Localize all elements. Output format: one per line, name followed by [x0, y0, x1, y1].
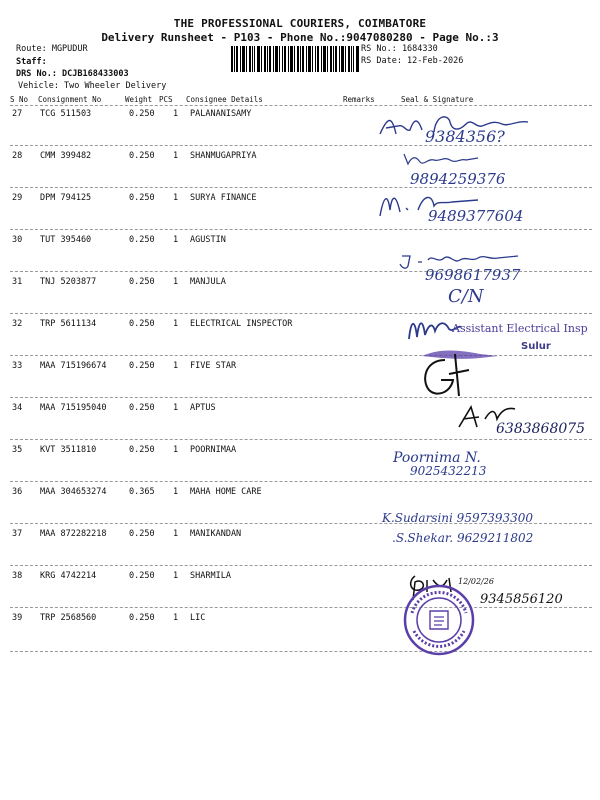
row-consignee: MANIKANDAN: [190, 529, 242, 539]
row-consignment: KVT 3511810: [40, 445, 97, 455]
row-consignee: LIC: [190, 613, 206, 623]
row-divider: [10, 355, 592, 356]
row-consignee: APTUS: [190, 403, 216, 413]
row-consignment: TCG 511503: [40, 109, 92, 119]
signature-32-mark: C/N: [448, 286, 484, 307]
row-consignment: KRG 4742214: [40, 571, 97, 581]
row-pcs: 1: [173, 277, 179, 287]
vehicle-label: Vehicle: Two Wheeler Delivery: [18, 81, 167, 91]
row-consignment: MAA 872282218: [40, 529, 107, 539]
signature-28-scrawl: [400, 150, 500, 170]
col-header-pcs: PCS: [159, 95, 173, 104]
rs-number: RS No.: 1684330: [361, 44, 438, 54]
row-weight: 0.250: [129, 571, 155, 581]
row-weight: 0.250: [129, 613, 155, 623]
runsheet-title: THE PROFESSIONAL COURIERS, COIMBATORE: [173, 17, 427, 30]
row-consignment: TNJ 5203877: [40, 277, 97, 287]
row-consignee: SHARMILA: [190, 571, 231, 581]
row-divider: [10, 607, 592, 608]
row-pcs: 1: [173, 193, 179, 203]
row-sno: 32: [12, 319, 23, 329]
row-pcs: 1: [173, 235, 179, 245]
row-weight: 0.250: [129, 361, 155, 371]
row-consignment: MAA 715196674: [40, 361, 107, 371]
row-sno: 35: [12, 445, 23, 455]
row-weight: 0.250: [129, 529, 155, 539]
row-sno: 34: [12, 403, 23, 413]
row-pcs: 1: [173, 151, 179, 161]
row-consignee: PALANANISAMY: [190, 109, 252, 119]
row-divider: [10, 651, 592, 652]
route-label: Route: MGPUDUR: [16, 44, 88, 54]
signature-28-phone: 9894259376: [410, 170, 506, 188]
row-consignee: SURYA FINANCE: [190, 193, 257, 203]
row-pcs: 1: [173, 403, 179, 413]
row-consignment: TUT 395460: [40, 235, 92, 245]
row-sno: 36: [12, 487, 23, 497]
row-consignee: AGUSTIN: [190, 235, 226, 245]
signature-35-phone: 9025432213: [410, 464, 487, 478]
row-pcs: 1: [173, 109, 179, 119]
row-divider: [10, 481, 592, 482]
row-consignee: MANJULA: [190, 277, 226, 287]
signature-37-b: .S.Shekar. 9629211802: [392, 531, 534, 545]
row-divider: [10, 565, 592, 566]
row-consignment: MAA 715195040: [40, 403, 107, 413]
col-header-consignee: Consignee Details: [186, 95, 263, 104]
table-row: [0, 145, 600, 187]
col-header-seal: Seal & Signature: [401, 95, 474, 104]
row-consignee: ELECTRICAL INSPECTOR: [190, 319, 293, 329]
signature-35-name: Poornima N.: [393, 450, 481, 466]
row-weight: 0.250: [129, 277, 155, 287]
row-consignment: CMM 399482: [40, 151, 92, 161]
row-divider: [10, 313, 592, 314]
signature-29-phone: 9489377604: [428, 207, 524, 225]
row-weight: 0.250: [129, 151, 155, 161]
seal-stamp-icon: [402, 583, 476, 657]
row-pcs: 1: [173, 319, 179, 329]
row-sno: 37: [12, 529, 23, 539]
row-sno: 29: [12, 193, 23, 203]
row-consignee: POORNIMAA: [190, 445, 237, 455]
row-sno: 31: [12, 277, 23, 287]
signature-32-place: Sulur: [521, 341, 551, 352]
row-consignee: SHANMUGAPRIYA: [190, 151, 257, 161]
signature-31-phone: 9698617937: [425, 266, 521, 284]
row-consignee: MAHA HOME CARE: [190, 487, 262, 497]
row-consignment: DPM 794125: [40, 193, 92, 203]
signature-38-date: 12/02/26: [458, 577, 494, 586]
row-pcs: 1: [173, 445, 179, 455]
row-sno: 39: [12, 613, 23, 623]
signature-27-phone: 9384356?: [425, 127, 505, 146]
signature-38-phone: 9345856120: [480, 592, 563, 607]
row-weight: 0.250: [129, 235, 155, 245]
row-weight: 0.250: [129, 109, 155, 119]
runsheet-subtitle: Delivery Runsheet - P103 - Phone No.:9047080280 - Page No.:3: [101, 31, 499, 44]
col-header-weight: Weight: [125, 95, 153, 104]
row-pcs: 1: [173, 361, 179, 371]
table-row: [0, 355, 600, 397]
row-weight: 0.250: [129, 445, 155, 455]
row-consignment: MAA 304653274: [40, 487, 107, 497]
barcode: [231, 46, 359, 72]
row-sno: 38: [12, 571, 23, 581]
row-divider: [10, 439, 592, 440]
signature-34-phone: 6383868075: [496, 421, 586, 437]
col-header-sno: S No: [10, 95, 29, 104]
row-sno: 28: [12, 151, 23, 161]
row-sno: 33: [12, 361, 23, 371]
rs-date: RS Date: 12-Feb-2026: [361, 56, 464, 66]
row-consignment: TRP 5611134: [40, 319, 97, 329]
row-sno: 30: [12, 235, 23, 245]
row-consignee: FIVE STAR: [190, 361, 237, 371]
drs-number: DRS No.: DCJB168433003: [16, 69, 129, 79]
row-pcs: 1: [173, 487, 179, 497]
row-weight: 0.250: [129, 193, 155, 203]
row-pcs: 1: [173, 613, 179, 623]
staff-label: Staff:: [16, 57, 47, 67]
row-divider: [10, 229, 592, 230]
row-pcs: 1: [173, 529, 179, 539]
table-row: [0, 607, 600, 649]
row-weight: 0.250: [129, 403, 155, 413]
row-sno: 27: [12, 109, 23, 119]
row-consignment: TRP 2568560: [40, 613, 97, 623]
signature-32-stamp-text: Assistant Electrical Insp: [452, 322, 588, 335]
row-divider: [10, 397, 592, 398]
row-weight: 0.250: [129, 319, 155, 329]
col-header-remarks: Remarks: [343, 95, 375, 104]
col-header-consignment: Consignment No: [38, 95, 102, 104]
table-row: [0, 439, 600, 481]
signature-37-a: K.Sudarsini 9597393300: [382, 511, 534, 525]
signature-33-scrawl: [415, 350, 475, 400]
row-pcs: 1: [173, 571, 179, 581]
row-weight: 0.365: [129, 487, 155, 497]
